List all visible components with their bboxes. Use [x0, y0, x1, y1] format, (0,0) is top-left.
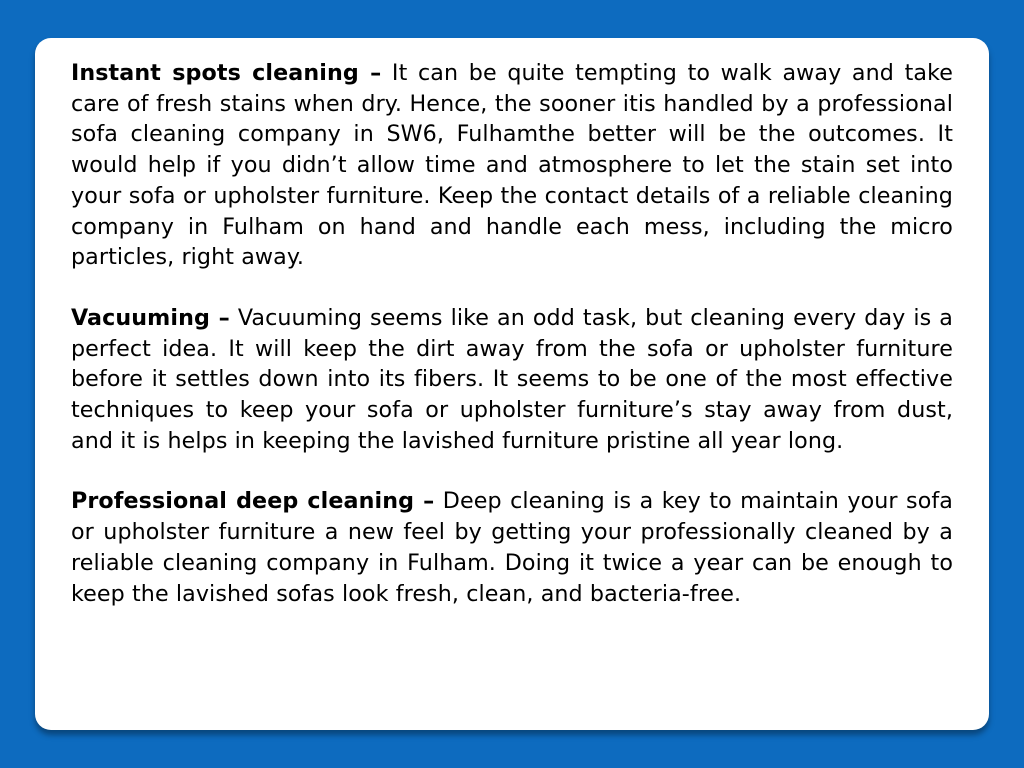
- content-card: [35, 38, 989, 730]
- paragraph-heading: Professional deep cleaning –: [71, 488, 435, 515]
- paragraph-body: Deep cleaning is a key to maintain your sofa or upholster furniture a new feel by getting your professionally cleaned by a reliable cleaning company in Fulham. Doing it twice a year can be enough to keep the lavished sofas look fresh, clean, and bacteria-free.: [71, 488, 953, 607]
- paragraph-heading: Vacuuming –: [71, 304, 230, 331]
- paragraph-body: It can be quite tempting to walk away and take care of fresh stains when dry. Hence, the sooner itis handled by a professional sofa cleaning company in SW6, Fulhamthe better will be the outcomes. It would help if you didn’t allow time and atmosphere to let the stain set into your sofa or upholster furniture. Keep the contact details of a reliable cleaning company in Fulham on hand and handle each mess, including the micro particles, right away.: [71, 60, 954, 271]
- paragraph-instant-spots-cleaning: [71, 58, 953, 273]
- paragraph-heading: Instant spots cleaning –: [71, 60, 382, 86]
- paragraph-body: Vacuuming seems like an odd task, but cleaning every day is a perfect idea. It will keep the dirt away from the sofa or upholster furniture before it settles down into its fibers. It seems to be one of the most effective techniques to keep your sofa or upholster furniture’s stay away from dust, and it is helps in keeping the lavished furniture pristine all year long.: [71, 304, 953, 454]
- paragraph-professional-deep-cleaning: [71, 486, 953, 609]
- paragraph-vacuuming: [71, 303, 953, 457]
